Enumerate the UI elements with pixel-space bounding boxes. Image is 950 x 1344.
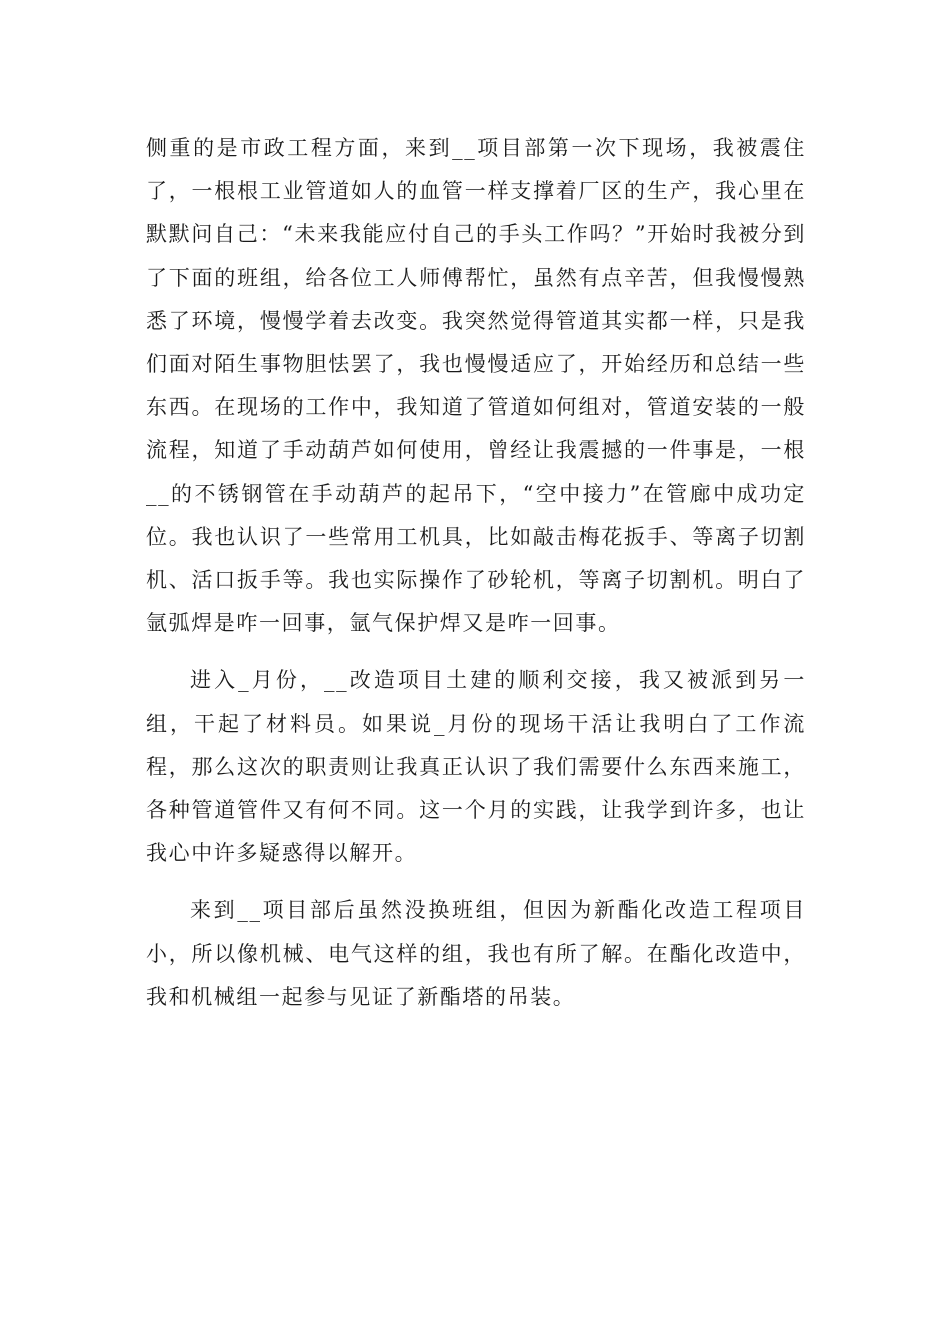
document-body (146, 127, 806, 1019)
paragraph-1: 侧重的是市政工程方面，来到__项目部第一次下现场，我被震住了，一根根工业管道如人的血管一样支撑着厂区的生产，我心里在默默问自己：“未来我能应付自己的手头工作吗？”开始时我被分到了下面的班组，给各位工人师傅帮忙，虽然有点辛苦，但我慢慢熟悉了环境，慢慢学着去改变。我突然觉得管道其实都一样，只是我们面对陌生事物胆怯罢了，我也慢慢适应了，开始经历和总结一些东西。在现场的工作中，我知道了管道如何组对，管道安装的一般流程，知道了手动葫芦如何使用，曾经让我震撼的一件事是，一根__的不锈钢管在手动葫芦的起吊下，“空中接力”在管廊中成功定位。我也认识了一些常用工机具，比如敲击梅花扳手、等离子切割机、活口扳手等。我也实际操作了砂轮机，等离子切割机。明白了氩弧焊是咋一回事，氩气保护焊又是咋一回事。 (146, 136, 806, 636)
paragraph-2: 进入_月份，__改造项目土建的顺利交接，我又被派到另一组，干起了材料员。如果说_月份的现场干活让我明白了工作流程，那么这次的职责则让我真正认识了我们需要什么东西来施工，各种管道管件又有何不同。这一个月的实践，让我学到许多，也让我心中许多疑惑得以解开。 (146, 668, 806, 866)
paragraph-3: 来到__项目部后虽然没换班组，但因为新酯化改造工程项目小，所以像机械、电气这样的组，我也有所了解。在酯化改造中，我和机械组一起参与见证了新酯塔的吊装。 (146, 898, 806, 1009)
